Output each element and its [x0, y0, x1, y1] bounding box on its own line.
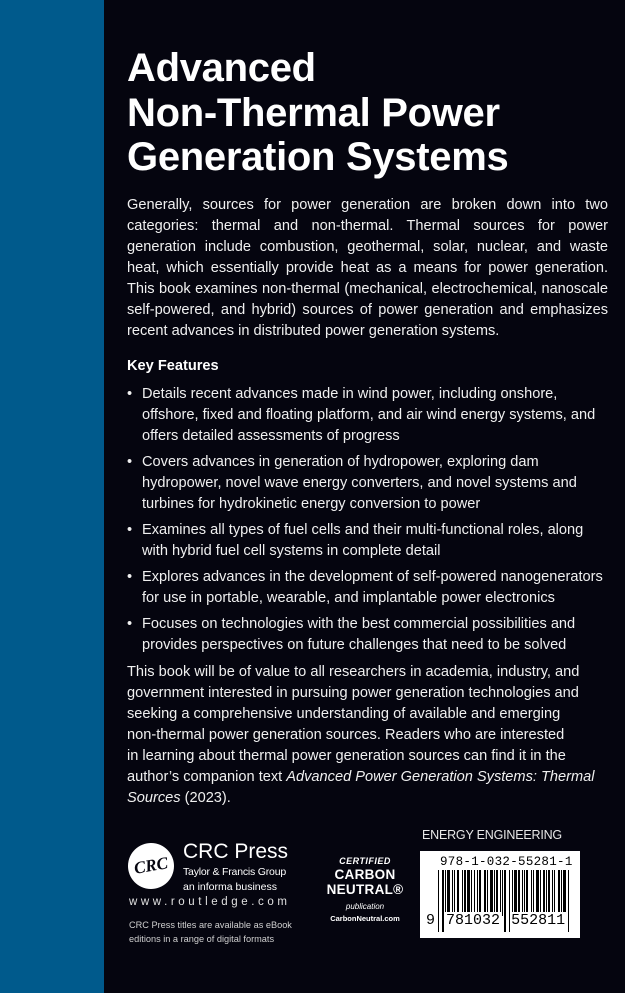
isbn-digit-group: 781032 [446, 912, 501, 929]
text-line: non-thermal power generation sources. Readers who are interested [127, 727, 565, 743]
cn-line: NEUTRAL® [326, 882, 404, 897]
companion-title: Sources [127, 790, 181, 806]
text-line: offshore, fixed and floating platform, and air wind energy systems, and [142, 407, 596, 423]
text-line: Generally, sources for power generation are broken down into two [127, 197, 608, 213]
barcode-bar [471, 870, 472, 916]
text-line: Examines all types of fuel cells and their multi-functional roles, along [142, 522, 584, 538]
barcode-bar [561, 870, 562, 916]
bullet-icon: • [127, 522, 133, 538]
book-title [127, 46, 508, 180]
companion-title: Advanced Power Generation Systems: Thermal [286, 769, 595, 785]
barcode-bar [514, 870, 517, 916]
text-line: self-powered, and hybrid) sources of power generation and emphasizes [127, 302, 608, 318]
text-line: government interested in pursuing power generation technologies and [127, 685, 579, 701]
barcode-bar [540, 870, 541, 916]
barcode-bar [452, 870, 453, 916]
text-line: Covers advances in generation of hydropower, exploring dam [142, 454, 539, 470]
text-line: This book will be of value to all researchers in academia, industry, and [127, 664, 580, 680]
isbn-digit: 9 [426, 912, 436, 929]
text-line: This book examines non-thermal (mechanical, electrochemical, nanoscale [127, 281, 608, 297]
publisher-url[interactable]: www.routledge.com [129, 896, 291, 908]
text-line [127, 788, 608, 809]
barcode-bar [546, 870, 547, 916]
barcode-bar [533, 870, 534, 916]
text-line: Details recent advances made in wind power, including onshore, [142, 386, 558, 402]
feature-item [127, 452, 608, 515]
publisher-group: Taylor & Francis Group [183, 866, 286, 878]
barcode-bar [522, 870, 523, 916]
barcode-bar [524, 870, 525, 916]
text-line: heat, which essentially provide heat as a means for power generation. [127, 260, 608, 276]
barcode-bar [558, 870, 560, 916]
text-line: offers detailed assessments of progress [142, 428, 400, 444]
carbon-neutral-logo [325, 856, 405, 936]
text-line: for use in portable, wearable, and implantable power electronics [142, 590, 555, 606]
barcode-bar [500, 870, 501, 916]
barcode-bar [490, 870, 493, 916]
barcode-bar [462, 870, 463, 916]
feature-item [127, 567, 608, 609]
text-line: with hybrid fuel cell systems in complete detail [142, 543, 441, 559]
barcode-bar [479, 870, 481, 916]
barcode-bar [496, 870, 498, 916]
title-line: Advanced [127, 46, 316, 90]
text-span: author’s companion text [127, 769, 287, 785]
cn-publication: publication [345, 902, 385, 911]
series-label: ENERGY ENGINEERING [422, 828, 562, 842]
isbn-digit-group: 552811 [511, 912, 566, 929]
isbn-digits [425, 912, 566, 929]
crc-logo: CRC [124, 839, 177, 892]
text-line: in learning about thermal power generation sources can find it in the [127, 748, 566, 764]
intro-paragraph [127, 195, 608, 342]
barcode-bar [548, 870, 550, 916]
text-line: provides perspectives on future challenges that need to be solved [142, 637, 567, 653]
text-line: Focuses on technologies with the best commercial possibilities and [142, 616, 576, 632]
key-features-heading: Key Features [127, 358, 219, 374]
title-line: Non-Thermal Power [127, 90, 500, 135]
text-line: generation include combustion, geothermal, solar, nuclear, and waste [127, 239, 608, 255]
text-line: hydropower, novel wave energy converters, and novel systems and [142, 475, 577, 491]
barcode-bar [554, 870, 555, 916]
barcode-bar [536, 870, 539, 916]
cn-line: CARBON [334, 867, 396, 882]
publisher-name: CRC Press [183, 840, 289, 863]
publisher-informa: an informa business [183, 881, 277, 893]
text-line: recent advances in distributed power generation systems. [127, 323, 500, 339]
title-line: Generation Systems [127, 135, 509, 179]
barcode-bar [454, 870, 455, 916]
key-features-list [127, 384, 608, 661]
barcode-bar [447, 870, 450, 916]
bullet-icon: • [127, 386, 133, 402]
barcode-bar [552, 870, 553, 916]
barcode-bar [543, 870, 545, 916]
text-line: categories: thermal and non-thermal. Thermal sources for power [127, 218, 608, 234]
barcode-bar [464, 870, 466, 916]
text-line: turbines for hydrokinetic energy conversion to power [142, 496, 481, 512]
feature-item [127, 520, 608, 562]
barcode-bar [474, 870, 475, 916]
isbn-text: 978-1-032-55281-1 [440, 855, 573, 869]
barcode-bar [494, 870, 495, 916]
feature-item [127, 614, 608, 656]
closing-paragraph [127, 662, 608, 809]
text-line: seeking a comprehensive understanding of available and emerging [127, 706, 561, 722]
barcode-bar [518, 870, 520, 916]
text-line: Explores advances in the development of self-powered nanogenerators [142, 569, 603, 585]
barcode-bar [512, 870, 513, 916]
barcode-bar [487, 870, 488, 916]
cn-url: CarbonNeutral.com [330, 914, 400, 923]
barcode-bar [484, 870, 486, 916]
barcode-bar [477, 870, 478, 916]
bullet-icon: • [127, 454, 133, 470]
bullet-icon: • [127, 616, 133, 632]
cn-certified: CERTIFIED [339, 856, 391, 866]
barcode-bar [467, 870, 470, 916]
text-span: (2023). [180, 790, 231, 806]
feature-item [127, 384, 608, 447]
barcode-bar [531, 870, 532, 916]
text-line [127, 767, 608, 788]
isbn-barcode [420, 851, 580, 938]
bullet-icon: • [127, 569, 133, 585]
barcode-bar [526, 870, 528, 916]
ebook-note: CRC Press titles are available as eBook editions in a range of digital formats [129, 920, 292, 944]
barcode-bar [568, 870, 569, 932]
spine-color-strip [0, 0, 104, 993]
barcode-bar [457, 870, 459, 916]
barcode-bar [445, 870, 446, 916]
barcode-bar [502, 870, 503, 916]
barcode-bar [563, 870, 566, 916]
